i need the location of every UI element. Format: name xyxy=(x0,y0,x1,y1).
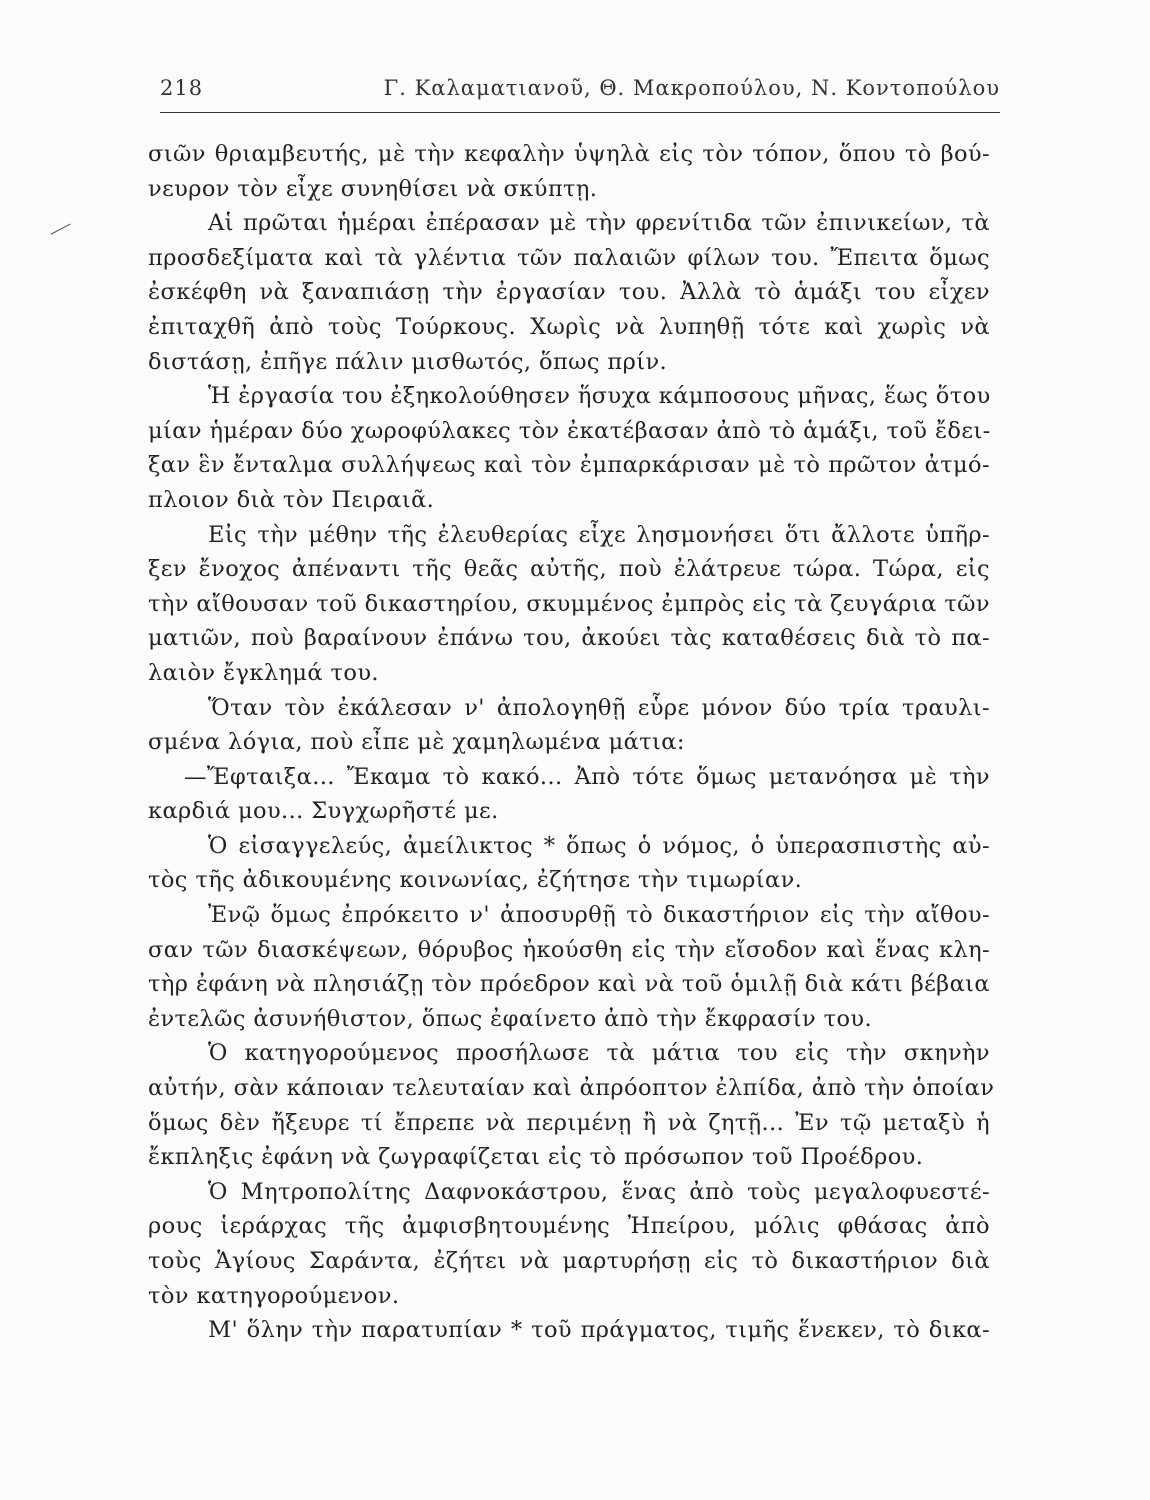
text-line: Ὅταν τὸν ἐκάλεσαν ν' ἀπολογηθῇ εὗρε μόνον δύο τρία τραυλι- xyxy=(208,694,990,721)
text-line: Ὁ κατηγορούμενος προσήλωσε τὰ μάτια του εἰς τὴν σκηνὴν xyxy=(208,1040,990,1067)
text-line: νευρον τὸν εἶχε συνηθίσει νὰ σκύπτῃ. xyxy=(148,175,598,202)
page-number: 218 xyxy=(160,76,204,100)
text-line: τὴν αἴθουσαν τοῦ δικαστηρίου, σκυμμένος ἐμπρὸς εἰς τὰ ζευγάρια τῶν xyxy=(148,590,990,617)
text-line: τὸν κατηγορούμενον. xyxy=(148,1282,400,1309)
text-line: προσδεξίματα καὶ τὰ γλέντια τῶν παλαιῶν φίλων του. Ἔπειτα ὅμως xyxy=(148,244,990,271)
body-text xyxy=(148,137,995,1348)
text-line: μίαν ἡμέραν δύο χωροφύλακες τὸν ἐκατέβασαν ἀπὸ τὸ ἁμάξι, τοῦ ἔδει- xyxy=(148,417,991,444)
text-line: σιῶν θριαμβευτής, μὲ τὴν κεφαλὴν ὑψηλὰ εἰς τὸν τόπον, ὅπου τὸ βού- xyxy=(148,141,990,167)
text-line: σμένα λόγια, ποὺ εἶπε μὲ χαμηλωμένα μάτια: xyxy=(148,729,685,756)
text-line: ματιῶν, ποὺ βαραίνουν ἐπάνω του, ἀκούει τὰς καταθέσεις διὰ τὸ πα- xyxy=(148,625,990,652)
text-line: ἔκπληξις ἐφάνη νὰ ζωγραφίζεται εἰς τὸ πρόσωπον τοῦ Προέδρου. xyxy=(148,1144,924,1171)
text-line: ἐπιταχθῆ ἀπὸ τοὺς Τούρκους. Χωρὶς νὰ λυπηθῇ τότε καὶ χωρὶς νὰ xyxy=(148,313,990,340)
margin-pencil-mark xyxy=(51,223,76,243)
text-line: Ὁ εἰσαγγελεύς, ἀμείλικτος * ὅπως ὁ νόμος, ὁ ὑπερασπιστὴς αὐ- xyxy=(208,832,990,859)
text-line: —Ἔφταιξα... Ἔκαμα τὸ κακό... Ἀπὸ τότε ὅμως μετανόησα μὲ τὴν xyxy=(184,763,990,790)
running-head: Γ. Καλαματιανοῦ, Θ. Μακροπούλου, Ν. Κοντοπούλου xyxy=(383,76,1000,100)
text-line: Μ' ὅλην τὴν παρατυπίαν * τοῦ πράγματος, τιμῆς ἕνεκεν, τὸ δικα- xyxy=(208,1317,990,1344)
text-line: λαιὸν ἔγκλημά του. xyxy=(148,659,379,686)
text-line: ξαν ἓν ἔνταλμα συλλήψεως καὶ τὸν ἐμπαρκάρισαν μὲ τὸ πρῶτον ἀτμό- xyxy=(148,452,990,479)
text-line: ἐσκέφθη νὰ ξαναπιάσῃ τὴν ἐργασίαν του. Ἀλλὰ τὸ ἁμάξι του εἶχεν xyxy=(148,279,990,306)
text-line: Ἐνῷ ὅμως ἐπρόκειτο ν' ἀποσυρθῇ τὸ δικαστήριον εἰς τὴν αἴθου- xyxy=(208,902,990,929)
text-line: πλοιον διὰ τὸν Πειραιᾶ. xyxy=(148,486,435,513)
text-line: σαν τῶν διασκέψεων, θόρυβος ἠκούσθη εἰς τὴν εἴσοδον καὶ ἕνας κλη- xyxy=(148,936,990,963)
text-line: τοὺς Ἁγίους Σαράντα, ἐζήτει νὰ μαρτυρήσῃ εἰς τὸ δικαστήριον διὰ xyxy=(148,1248,990,1274)
text-line: ἐντελῶς ἀσυνήθιστον, ὅπως ἐφαίνετο ἀπὸ τὴν ἔκφρασίν του. xyxy=(148,1005,873,1032)
text-line: Ὁ Μητροπολίτης Δαφνοκάστρου, ἕνας ἀπὸ τοὺς μεγαλοφυεστέ- xyxy=(208,1178,990,1205)
text-line: ὅμως δὲν ἤξευρε τί ἔπρεπε νὰ περιμένῃ ἢ νὰ ζητῇ... Ἐν τῷ μεταξὺ ἡ xyxy=(148,1109,990,1136)
page-header xyxy=(160,72,1000,113)
text-line: διστάσῃ, ἐπῆγε πάλιν μισθωτός, ὅπως πρίν. xyxy=(148,348,668,375)
text-line: τὸς τῆς ἀδικουμένης κοινωνίας, ἐζήτησε τὴν τιμωρίαν. xyxy=(148,867,803,894)
text-line: Εἰς τὴν μέθην τῆς ἐλευθερίας εἶχε λησμονήσει ὅτι ἄλλοτε ὑπῆρ- xyxy=(208,521,990,548)
text-line: τὴρ ἐφάνη νὰ πλησιάζῃ τὸν πρόεδρον καὶ νὰ τοῦ ὁμιλῇ διὰ κάτι βέβαια xyxy=(148,971,990,998)
text-line: Ἡ ἐργασία του ἐξηκολούθησεν ἥσυχα κάμποσους μῆνας, ἕως ὅτου xyxy=(208,383,991,410)
text-line: αὐτήν, σὰν κάποιαν τελευταίαν καὶ ἀπρόοπτον ἐλπίδα, ἀπὸ τὴν ὁποίαν xyxy=(148,1075,995,1102)
text-line: ρους ἱεράρχας τῆς ἀμφισβητουμένης Ἠπείρου, μόλις φθάσας ἀπὸ xyxy=(148,1213,990,1240)
text-line: ξεν ἔνοχος ἀπέναντι τῆς θεᾶς αὐτῆς, ποὺ ἐλάτρευε τώρα. Τώρα, εἰς xyxy=(148,556,990,583)
text-line: καρδιά μου... Συγχωρῆστέ με. xyxy=(148,798,499,825)
text-line: Αἱ πρῶται ἡμέραι ἐπέρασαν μὲ τὴν φρενίτιδα τῶν ἐπινικείων, τὰ xyxy=(208,210,990,237)
